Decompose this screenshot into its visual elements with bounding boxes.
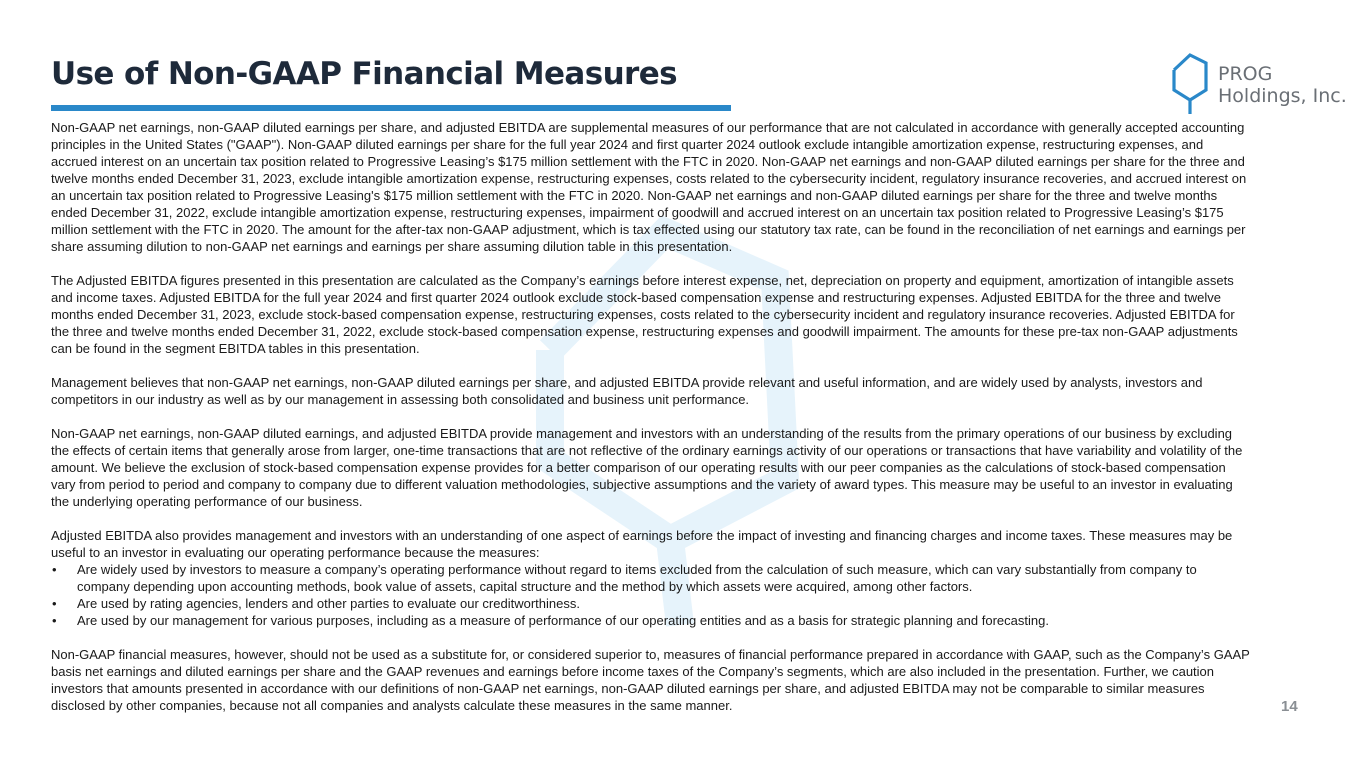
prog-logo-icon	[1170, 52, 1210, 116]
bullet-text: Are widely used by investors to measure a company’s operating performance without regard to items excluded from the calculation of such measure, which can vary substantially from company to company depending upon accounting methods, book value of assets, capital structure and the method by which assets were acquired, among other factors.	[77, 562, 1197, 594]
logo-line-1: PROG	[1218, 63, 1273, 85]
paragraph-ebitda-usefulness: Adjusted EBITDA also provides management and investors with an understanding of one aspect of earnings before the impact of investing and financing charges and income taxes. These measures may be useful to an investor in evaluating our operating performance because the measures:	[51, 528, 1233, 560]
bullet-icon: •	[52, 596, 57, 611]
bullet-icon: •	[52, 562, 57, 577]
title-underline	[51, 105, 731, 111]
paragraph-understanding-results: Non-GAAP net earnings, non-GAAP diluted earnings, and adjusted EBITDA provide management and investors with an understanding of the results from the primary operations of our business by excluding the effects of certain items that generally arose from larger, one-time transactions that are not reflective of the ordinary earnings activity of our operations or transactions that have variability and volatility of the amount. We believe the exclusion of stock-based compensation expense provides for a better comparison of our operating results with our peer companies as the calculations of stock-based compensation vary from period to period and company to company due to different valuation methodologies, subjective assumptions and the variety of award types. This measure may be useful to an investor in evaluating the underlying operating performance of our business.	[51, 426, 1243, 509]
logo-line-2: Holdings, Inc.	[1218, 85, 1347, 107]
page-number: 14	[1281, 698, 1298, 715]
bullet-text: Are used by our management for various purposes, including as a measure of performance of our operating entities and as a basis for strategic planning and forecasting.	[77, 613, 1049, 628]
paragraph-adjusted-ebitda-definition: The Adjusted EBITDA figures presented in this presentation are calculated as the Company’s earnings before interest expense, net, depreciation on property and equipment, amortization of intangible assets and income taxes. Adjusted EBITDA for the full year 2024 and first quarter 2024 outlook exclude stock-based compensation expense and restructuring expenses. Adjusted EBITDA for the three and twelve months ended December 31, 2023, exclude stock-based compensation expense, restructuring expenses, costs related to the cybersecurity incident and regulatory insurance recoveries. Adjusted EBITDA for the three and twelve months ended December 31, 2022, exclude stock-based compensation expense, restructuring expenses and goodwill impairment. The amounts for these pre-tax non-GAAP adjustments can be found in the segment EBITDA tables in this presentation.	[51, 273, 1238, 356]
paragraph-non-gaap-definition: Non-GAAP net earnings, non-GAAP diluted earnings per share, and adjusted EBITDA are supplemental measures of our performance that are not calculated in accordance with generally accepted accounting principles in the United States ("GAAP"). Non-GAAP diluted earnings per share for the full year 2024 and first quarter 2024 outlook exclude intangible amortization expense, restructuring expenses, and accrued interest on an uncertain tax position related to Progressive Leasing’s $175 million settlement with the FTC in 2020. Non-GAAP net earnings and non-GAAP diluted earnings per share for the three and twelve months ended December 31, 2023, exclude intangible amortization expense, restructuring expenses, costs related to the cybersecurity incident, regulatory insurance recoveries, and accrued interest on an uncertain tax position related to Progressive Leasing's $175 million settlement with the FTC in 2020. Non-GAAP net earnings and non-GAAP diluted earnings per share for the three and twelve months ended December 31, 2022, exclude intangible amortization expense, restructuring expenses, impairment of goodwill and accrued interest on an uncertain tax position related to Progressive Leasing’s $175 million settlement with the FTC in 2020. The amount for the after-tax non-GAAP adjustment, which is tax effected using our statutory tax rate, can be found in the reconciliation of net earnings and earnings per share assuming dilution to non-GAAP net earnings and earnings per share assuming dilution table in this presentation.	[51, 120, 1247, 254]
page-title: Use of Non-GAAP Financial Measures	[51, 56, 678, 92]
company-logo	[1170, 52, 1360, 116]
bullet-icon: •	[52, 613, 57, 628]
paragraph-management-belief: Management believes that non-GAAP net earnings, non-GAAP diluted earnings per share, and adjusted EBITDA provide relevant and useful information, and are widely used by analysts, investors and competitors in our industry as well as by our management in assessing both consolidated and business unit performance.	[51, 375, 1203, 407]
body-text	[51, 119, 1251, 714]
list-item	[51, 595, 1251, 612]
bullet-text: Are used by rating agencies, lenders and other parties to evaluate our creditworthiness.	[77, 596, 580, 611]
measures-bullet-list	[51, 561, 1251, 629]
list-item	[51, 612, 1251, 629]
logo-wordmark	[1218, 63, 1347, 107]
list-item	[51, 561, 1251, 595]
paragraph-caution: Non-GAAP financial measures, however, should not be used as a substitute for, or considered superior to, measures of financial performance prepared in accordance with GAAP, such as the Company’s GAAP basis net earnings and diluted earnings per share and the GAAP revenues and earnings before income taxes of the Company’s segments, which are also included in the presentation. Further, we caution investors that amounts presented in accordance with our definitions of non-GAAP net earnings, non-GAAP diluted earnings per share, and adjusted EBITDA may not be comparable to similar measures disclosed by other companies, because not all companies and analysts calculate these measures in the same manner.	[51, 647, 1250, 713]
